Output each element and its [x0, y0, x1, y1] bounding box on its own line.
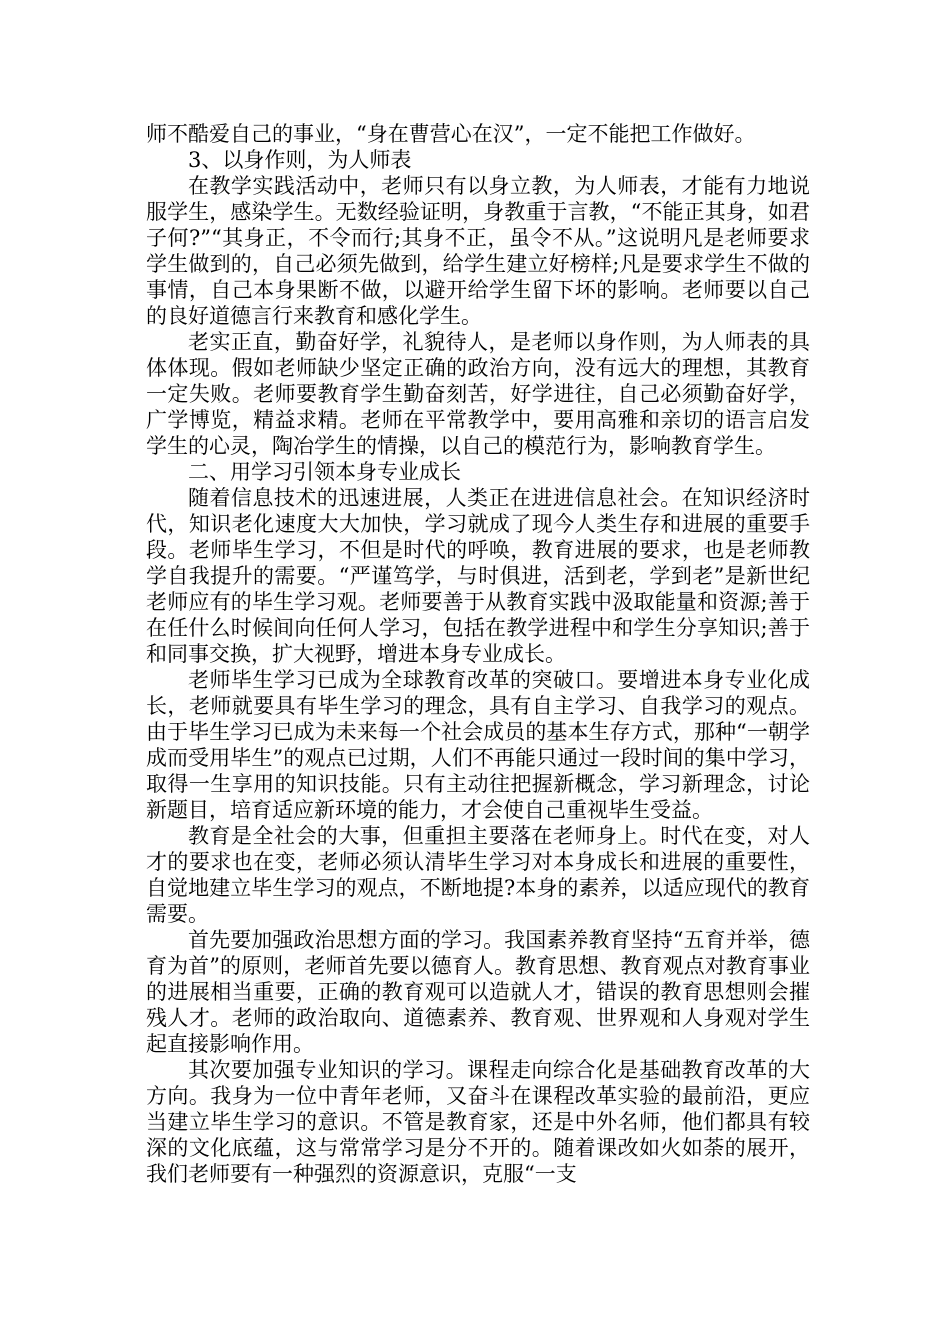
section-heading-learning-growth: 二、用学习引领本身专业成长: [188, 460, 461, 484]
paragraph-continuation: 师不酷爱自己的事业，“身在曹营心在汉”，一定不能把工作做好。: [146, 122, 756, 146]
paragraph: 教育是全社会的大事，但重担主要落在老师身上。时代在变，对人才的要求也在变，老师必须认清毕生学习对本身成长和进展的重要性，自觉地建立毕生学习的观点，不断地提?本身的素养，以适应现代的教育需要。: [146, 824, 810, 926]
paragraph: 老实正直，勤奋好学，礼貌待人，是老师以身作则，为人师表的具体体现。假如老师缺少坚定正确的政治方向，没有远大的理想，其教育一定失败。老师要教育学生勤奋刻苦，好学进往，自己必须勤奋好学，广学博览，精益求精。老师在平常教学中，要用高雅和亲切的语言启发学生的心灵，陶冶学生的情操，以自己的模范行为，影响教育学生。: [146, 330, 810, 458]
paragraph: 老师毕生学习已成为全球教育改革的突破口。要增进本身专业化成长，老师就要具有毕生学习的理念，具有自主学习、自我学习的观点。由于毕生学习已成为未来每一个社会成员的基本生存方式，那种“一朝学成而受用毕生”的观点已过期，人们不再能只通过一段时间的集中学习，取得一生享用的知识技能。只有主动往把握新概念，学习新理念，讨论新题目，培育适应新环境的能力，才会使自己重视毕生受益。: [146, 668, 810, 822]
section-heading-lead-by-example: 3、以身作则，为人师表: [188, 148, 412, 172]
document-page: [146, 121, 810, 1187]
paragraph: 首先要加强政治思想方面的学习。我国素养教育坚持“五育并举，德育为首”的原则，老师首先要以德育人。教育思想、教育观点对教育事业的进展相当重要，正确的教育观可以造就人才，错误的教育思想则会摧残人才。老师的政治取向、道德素养、教育观、世界观和人身观对学生起直接影响作用。: [146, 928, 810, 1056]
paragraph: 其次要加强专业知识的学习。课程走向综合化是基础教育改革的大方向。我身为一位中青年老师，又奋斗在课程改革实验的最前沿，更应当建立毕生学习的意识。不管是教育家，还是中外名师，他们都具有较深的文化底蕴，这与常常学习是分不开的。随着课改如火如荼的展开，我们老师要有一种强烈的资源意识，克服“一支: [146, 1058, 810, 1186]
paragraph: 在教学实践活动中，老师只有以身立教，为人师表，才能有力地说服学生，感染学生。无数经验证明，身教重于言教，“不能正其身，如君子何?”“其身正，不令而行;其身不正，虽令不从。”这说明凡是老师要求学生做到的，自己必须先做到，给学生建立好榜样;凡是要求学生不做的事情，自己本身果断不做，以避开给学生留下坏的影响。老师要以自己的良好道德言行来教育和感化学生。: [146, 174, 810, 328]
paragraph: 随着信息技术的迅速进展，人类正在进进信息社会。在知识经济时代，知识老化速度大大加快，学习就成了现今人类生存和进展的重要手段。老师毕生学习，不但是时代的呼唤，教育进展的要求，也是老师教学自我提升的需要。“严谨笃学，与时俱进，活到老，学到老”是新世纪老师应有的毕生学习观。老师要善于从教育实践中汲取能量和资源;善于在任什么时候间向任何人学习，包括在教学进程中和学生分享知识;善于和同事交换，扩大视野，增进本身专业成长。: [146, 486, 810, 666]
